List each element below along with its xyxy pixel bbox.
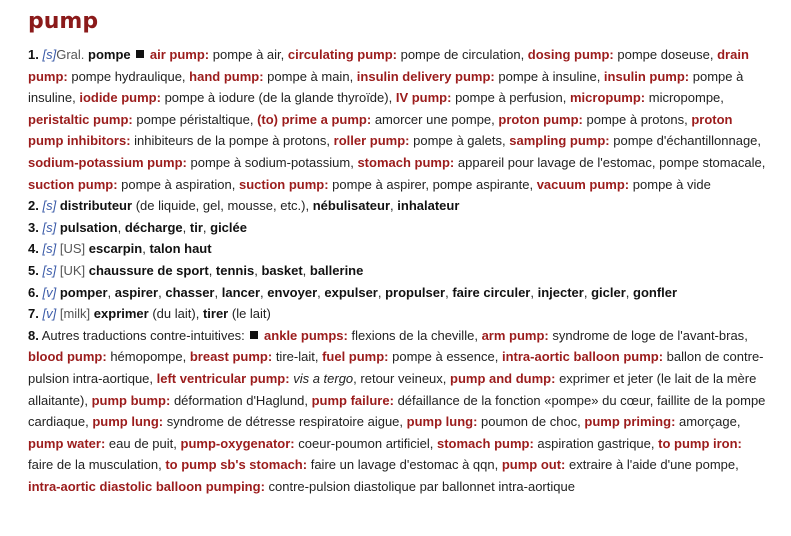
phrase-term[interactable]: proton pump: (498, 111, 583, 127)
context-label: [US] (59, 241, 86, 257)
translation: tennis (215, 262, 255, 278)
part-of-speech: [s] (42, 219, 57, 235)
phrase-def: faire de la musculation (28, 457, 159, 473)
sense-2: 2. [s] distributeur (de liquide, gel, mousse, etc.), nébulisateur, inhalateur (28, 198, 460, 214)
translation: nébulisateur (312, 198, 391, 214)
translation: propulser (385, 284, 446, 300)
phrase-term[interactable]: hand pump: (189, 68, 264, 84)
phrase-def: pompe à iodure (de la glande thyroïde) (164, 90, 389, 106)
sense-number: 1. (28, 47, 39, 62)
translation: tir (189, 219, 203, 235)
sense-6: 6. [v] pomper, aspirer, chasser, lancer, envoyer, expulser, propulser, faire circuler, injecter, gicler, gonfler (28, 284, 678, 300)
translation: chasser (165, 284, 215, 300)
phrase-def: pompe à aspiration (121, 176, 232, 192)
phrase-def: pompe à protons (586, 111, 685, 127)
phrase-def: tire-lait (275, 349, 315, 365)
phrase-def: poumon de choc (481, 414, 578, 430)
part-of-speech: [s] (42, 241, 57, 257)
phrase-def: pompe à sodium-potassium (190, 154, 351, 170)
square-bullet-icon (250, 331, 258, 339)
phrase-term[interactable]: micropump: (570, 90, 646, 106)
phrase-def: syndrome de loge de l'avant-bras (552, 327, 745, 343)
phrase-term[interactable]: ankle pumps: (264, 327, 348, 343)
phrase-term[interactable]: arm pump: (481, 327, 549, 343)
translation: pomper (59, 284, 108, 300)
phrase-term[interactable]: intra-aortic diastolic balloon pumping: (28, 478, 265, 494)
translation: lancer (221, 284, 261, 300)
sense-number: 3. (28, 219, 39, 235)
translation: ballerine (309, 262, 364, 278)
phrase-def: pompe à insuline (28, 68, 744, 106)
phrase-def: pompe péristaltique (136, 111, 250, 127)
sense-1 (28, 44, 767, 195)
phrase-term[interactable]: peristaltic pump: (28, 111, 133, 127)
phrase-def: pompe hydraulique (71, 68, 182, 84)
sense-number: 8. (28, 327, 39, 343)
phrase-def-italic: vis a tergo (293, 370, 354, 386)
phrase-def: faire un lavage d'estomac à qqn (310, 457, 495, 473)
phrase-def: , retour veineux (353, 370, 443, 386)
phrase-def: amorçage (679, 414, 737, 430)
phrase-def: pompe à main (267, 68, 350, 84)
context-label: Gral. (56, 47, 85, 62)
phrase-def: pompe à vide (632, 176, 711, 192)
translation: gonfler (633, 284, 678, 300)
phrase-def: pompe à insuline (498, 68, 597, 84)
phrase-def: pompe à aspirer, pompe aspirante (332, 176, 530, 192)
context-label: [UK] (59, 262, 86, 278)
translation-note: (de liquide, gel, mousse, etc.) (135, 198, 306, 214)
phrase-term[interactable]: pump lung: (92, 414, 164, 430)
phrase-term[interactable]: proton pump inhibitors: (28, 111, 733, 149)
phrase-term[interactable]: circulating pump: (287, 47, 397, 62)
phrase-term[interactable]: insulin pump: (603, 68, 690, 84)
phrase-term[interactable]: to pump sb's stomach: (165, 457, 308, 473)
sense-4: 4. [s] [US] escarpin, talon haut (28, 241, 212, 257)
sense-intro: Autres traductions contre-intuitives: (41, 327, 245, 343)
phrase-term[interactable]: suction pump: (238, 176, 329, 192)
phrase-def: pompe à perfusion (455, 90, 563, 106)
square-bullet-icon (136, 50, 144, 58)
phrase-term[interactable]: to pump iron: (658, 435, 742, 451)
translation: tirer (202, 306, 229, 322)
sense-number: 7. (28, 306, 39, 322)
phrase-term[interactable]: pump failure: (311, 392, 394, 408)
phrase-list: ankle pumps: flexions de la cheville, arm pump: syndrome de loge de l'avant-bras, blood pump: hémopompe, breast pump: tire-lait, fuel pump: pompe à essence, intra-aortic balloon pump: ballon de contre-pulsion intra-aortique, left ventricular pump: vis a tergo, retour veineux, pump and dump: exprimer et jeter (le lait de la mère allaitante), pump bump: déformation d'Haglund, pump failure: défaillance de la fonction «pompe» du cœur, faillite de la pompe cardiaque, pump lung: syndrome de détresse respiratoire aigue, pump lung: poumon de choc, pump priming: amorçage, pump water: eau de puit, pump-oxygenator: coeur-poumon artificiel, stomach pump: aspiration gastrique, to pump iron: faire de la musculation, to pump sb's stomach: faire un lavage d'estomac à qqn, pump out: extraire à l'aide d'une pompe, intra-aortic diastolic balloon pumping: contre-pulsion diastolique par ballonnet intra-aortique (28, 327, 766, 494)
phrase-term[interactable]: intra-aortic balloon pump: (501, 349, 664, 365)
phrase-def: extraire à l'aide d'une pompe (569, 457, 736, 473)
phrase-term[interactable]: breast pump: (189, 349, 273, 365)
phrase-term[interactable]: pump lung: (406, 414, 478, 430)
phrase-term[interactable]: sampling pump: (509, 133, 610, 149)
phrase-def: aspiration gastrique (537, 435, 651, 451)
phrase-def: contre-pulsion diastolique par ballonnet intra-aortique (268, 478, 575, 494)
headword: pump (28, 9, 99, 34)
translation: distributeur (59, 198, 133, 214)
part-of-speech: [v] (42, 284, 57, 300)
translation: expulser (324, 284, 378, 300)
translation: pompe (88, 47, 131, 62)
phrase-def: flexions de la cheville (351, 327, 475, 343)
phrase-def: amorcer une pompe (374, 111, 492, 127)
phrase-term[interactable]: sodium-potassium pump: (28, 154, 187, 170)
phrase-term[interactable]: suction pump: (28, 176, 118, 192)
phrase-def: micropompe (648, 90, 721, 106)
phrase-term[interactable]: pump water: (28, 435, 106, 451)
phrase-term[interactable]: stomach pump: (357, 154, 455, 170)
phrase-term[interactable]: iodide pump: (79, 90, 161, 106)
phrase-term[interactable]: pump-oxygenator: (180, 435, 295, 451)
sense-number: 4. (28, 241, 39, 257)
translation: envoyer (267, 284, 318, 300)
phrase-term[interactable]: stomach pump: (437, 435, 534, 451)
sense-5: 5. [s] [UK] chaussure de sport, tennis, basket, ballerine (28, 262, 364, 278)
phrase-def: appareil pour lavage de l'estomac, pompe stomacale (457, 154, 762, 170)
translation: décharge (124, 219, 183, 235)
phrase-def: exprimer et jeter (le lait de la mère allaitante) (28, 370, 757, 408)
phrase-term[interactable]: drain pump: (28, 47, 749, 84)
sense-3: 3. [s] pulsation, décharge, tir, giclée (28, 219, 247, 235)
sense-7: 7. [v] [milk] exprimer (du lait), tirer (le lait) (28, 306, 271, 322)
translation-note: (du lait) (152, 306, 196, 322)
translation: exprimer (93, 306, 149, 322)
part-of-speech: [s] (42, 47, 57, 62)
phrase-def: coeur-poumon artificiel (298, 435, 430, 451)
phrase-term[interactable]: pump bump: (91, 392, 171, 408)
translation: inhalateur (397, 198, 460, 214)
phrase-term[interactable]: pump and dump: (450, 370, 556, 386)
phrase-def: pompe de circulation (400, 47, 521, 62)
phrase-def: défaillance de la fonction «pompe» du cœur, faillite de la pompe cardiaque (28, 392, 766, 430)
phrase-term[interactable]: roller pump: (333, 133, 410, 149)
phrase-def: pompe d'échantillonnage (613, 133, 758, 149)
phrase-term[interactable]: pump out: (501, 457, 566, 473)
phrase-term[interactable]: insulin delivery pump: (356, 68, 495, 84)
phrase-def: inhibiteurs de la pompe à protons (134, 133, 327, 149)
phrase-term[interactable]: blood pump: (28, 349, 107, 365)
part-of-speech: [s] (42, 198, 57, 214)
phrase-term[interactable]: vacuum pump: (536, 176, 630, 192)
phrase-term[interactable]: (to) prime a pump: (257, 111, 372, 127)
phrase-def: pompe à essence (392, 349, 495, 365)
phrase-term[interactable]: air pump: (149, 47, 210, 62)
translation: gicler (591, 284, 626, 300)
part-of-speech: [v] (42, 306, 57, 322)
phrase-term[interactable]: dosing pump: (527, 47, 614, 62)
sense-number: 5. (28, 262, 39, 278)
sense-number: 2. (28, 198, 39, 214)
translation: talon haut (149, 241, 212, 257)
translation: injecter (537, 284, 584, 300)
phrase-def: syndrome de détresse respiratoire aigue (166, 414, 400, 430)
phrase-term[interactable]: IV pump: (395, 90, 452, 106)
sense-8 (28, 325, 767, 498)
phrase-def: hémopompe (110, 349, 183, 365)
phrase-term[interactable]: left ventricular pump: (156, 370, 290, 386)
translation: escarpin (88, 241, 143, 257)
translation-note: (le lait) (231, 306, 271, 322)
sense-number: 6. (28, 284, 39, 300)
phrase-term[interactable]: fuel pump: (322, 349, 389, 365)
translation: basket (261, 262, 303, 278)
part-of-speech: [s] (42, 262, 57, 278)
translation: aspirer (114, 284, 159, 300)
phrase-def: eau de puit (108, 435, 174, 451)
translation: faire circuler (452, 284, 531, 300)
translation: chaussure de sport (88, 262, 209, 278)
phrase-def: ballon de contre-pulsion intra-aortique (28, 349, 764, 386)
phrase-def: pompe doseuse (617, 47, 710, 62)
translation: giclée (210, 219, 247, 235)
phrase-def: pompe à air (212, 47, 281, 62)
phrase-def: déformation d'Haglund (173, 392, 305, 408)
context-label: [milk] (59, 306, 91, 322)
phrase-def: pompe à galets (413, 133, 503, 149)
phrase-term[interactable]: pump priming: (584, 414, 676, 430)
phrase-list: air pump: pompe à air, circulating pump: pompe de circulation, dosing pump: pompe doseuse, drain pump: pompe hydraulique, hand pump: pompe à main, insulin delivery pump: pompe à insuline, insulin pump: pompe à insuline, iodide pump: pompe à iodure (de la glande thyroïde), IV pump: pompe à perfusion, micropump: micropompe, peristaltic pump: pompe péristaltique, (to) prime a pump: amorcer une pompe, proton pump: pompe à protons, proton pump inhibitors: inhibiteurs de la pompe à protons, roller pump: pompe à galets, sampling pump: pompe d'échantillonnage, sodium-potassium pump: pompe à sodium-potassium, stomach pump: appareil pour lavage de l'estomac, pompe stomacale, suction pump: pompe à aspiration, suction pump: pompe à aspirer, pompe aspirante, vacuum pump: pompe à vide (28, 47, 766, 192)
translation: pulsation (59, 219, 118, 235)
